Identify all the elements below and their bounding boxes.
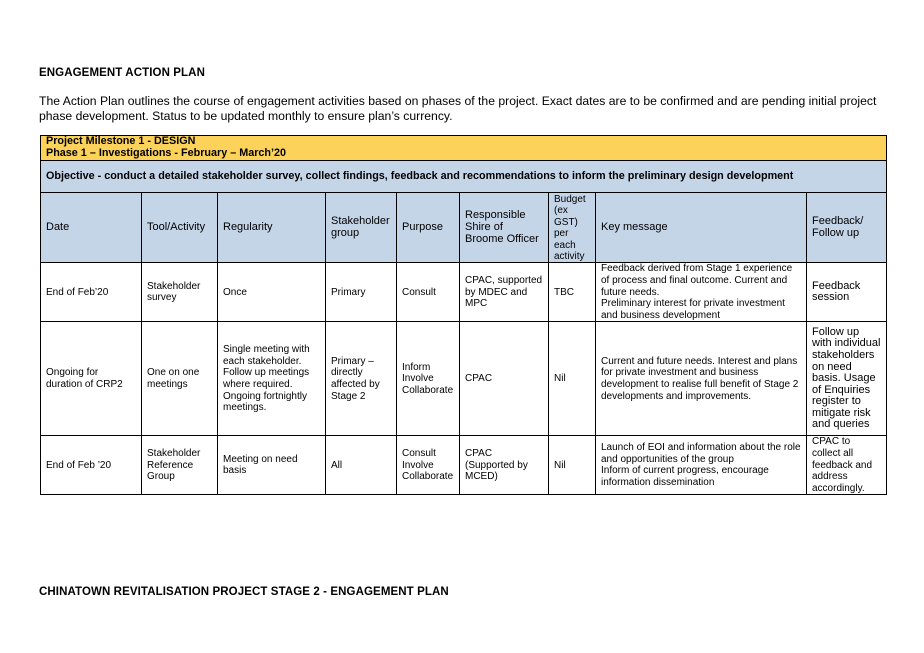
cell-budget: TBC [549,263,596,322]
cell-regularity: Once [218,263,326,322]
cell-purpose: Consult [397,263,460,322]
objective-cell: Objective - conduct a detailed stakeholder survey, collect findings, feedback and recommendations to inform the preliminary design development [41,161,887,193]
cell-tool: One on one meetings [142,322,218,436]
cell-tool: Stakeholder survey [142,263,218,322]
table-row [41,322,887,436]
milestone-title: Project Milestone 1 - DESIGN [46,135,196,148]
cell-date: End of Feb ’20 [41,436,142,495]
header-officer: Responsible Shire of Broome Officer [460,193,549,263]
cell-tool: Stakeholder Reference Group [142,436,218,495]
header-stakeholder: Stakeholder group [326,193,397,263]
header-feedback: Feedback/ Follow up [807,193,887,263]
header-message: Key message [596,193,807,263]
phase-title: Phase 1 – Investigations - February – March’20 [46,147,287,159]
cell-feedback: Feedback session [807,263,887,322]
table-row [41,436,887,495]
cell-message: Current and future needs. Interest and plans for private investment and business development to realise full benefit of Stage 2 developments and improvements. [596,322,807,436]
milestone-cell [41,136,887,161]
cell-officer: CPAC (Supported by MCED) [460,436,549,495]
cell-officer: CPAC [460,322,549,436]
header-purpose: Purpose [397,193,460,263]
milestone-row [41,136,887,161]
page-heading: ENGAGEMENT ACTION PLAN [39,67,205,79]
cell-date: End of Feb’20 [41,263,142,322]
header-budget: Budget (ex GST) per each activity [549,193,596,263]
cell-regularity: Meeting on need basis [218,436,326,495]
table-row [41,263,887,322]
header-regularity: Regularity [218,193,326,263]
engagement-action-plan-table [40,135,887,495]
cell-stakeholder: Primary – directly affected by Stage 2 [326,322,397,436]
header-tool: Tool/Activity [142,193,218,263]
cell-date: Ongoing for duration of CRP2 [41,322,142,436]
cell-stakeholder: Primary [326,263,397,322]
cell-feedback: Follow up with individual stakeholders on need basis. Usage of Enquiries register to mitigate risk and queries [807,322,887,436]
cell-budget: Nil [549,436,596,495]
cell-budget: Nil [549,322,596,436]
cell-purpose: Inform Involve Collaborate [397,322,460,436]
cell-officer: CPAC, supported by MDEC and MPC [460,263,549,322]
section-heading: CHINATOWN REVITALISATION PROJECT STAGE 2 - ENGAGEMENT PLAN [39,586,449,598]
header-date: Date [41,193,142,263]
cell-message: Launch of EOI and information about the role and opportunities of the group Inform of current progress, encourage information dissemination [596,436,807,495]
cell-regularity: Single meeting with each stakeholder. Follow up meetings where required. Ongoing fortnightly meetings. [218,322,326,436]
objective-row [41,161,887,193]
cell-stakeholder: All [326,436,397,495]
table-header-row [41,193,887,263]
cell-feedback: CPAC to collect all feedback and address accordingly. [807,436,887,495]
intro-paragraph: The Action Plan outlines the course of engagement activities based on phases of the project. Exact dates are to be confirmed and are pending initial project phase development. Status to be updated monthly to ensure plan’s currency. [39,94,877,123]
cell-message: Feedback derived from Stage 1 experience of process and final outcome. Current and future needs. Preliminary interest for private investment and business development [596,263,807,322]
cell-purpose: Consult Involve Collaborate [397,436,460,495]
